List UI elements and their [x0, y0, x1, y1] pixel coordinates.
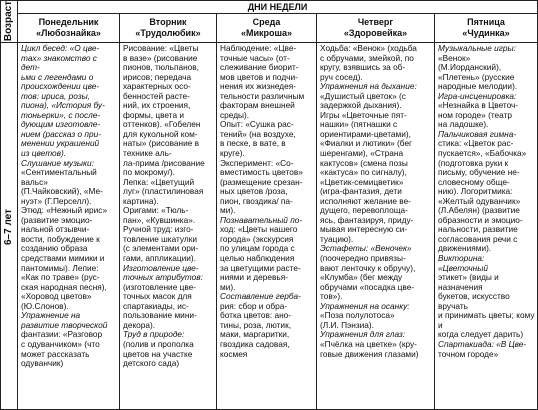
- activity-line: Эксперимент: «Со-: [220, 157, 294, 168]
- activity-line: тений» (на воздухе,: [220, 128, 296, 139]
- activity-line: менении украшений: [21, 138, 100, 149]
- activity-line: письму, обучение не-: [438, 167, 520, 178]
- activity-line: Упражнения для глаз:: [320, 329, 406, 340]
- activity-line: движениями).: [438, 243, 492, 254]
- activity-line: нуэт» (Г.Перселл).: [21, 195, 92, 206]
- wednesday-activities: [217, 43, 316, 409]
- activity-line: (П.Чайковский), «Ме-: [21, 186, 103, 197]
- activity-line: мов цветов и подчи-: [220, 71, 298, 82]
- activity-line: картина).: [123, 195, 159, 206]
- activity-line: Ручной труд: изго-: [123, 224, 194, 235]
- activity-line: Изготовление цве-: [123, 262, 199, 273]
- activity-line: развитие творческой: [21, 319, 108, 330]
- activity-line: оттенков). «Гобелен: [123, 119, 201, 130]
- activity-line: (с элементами ори-: [123, 243, 199, 254]
- activity-line: исполняют желание ве-: [320, 195, 411, 206]
- activity-line: целью наблюдения: [220, 253, 295, 264]
- activity-line: ирисов; передача: [123, 71, 192, 82]
- day-theme: «Здоровейка»: [343, 28, 408, 38]
- day-header-tuesday: [120, 17, 216, 41]
- activity-line: нальной отзывчи-: [21, 224, 90, 235]
- activity-line: тины, роза, лютик,: [220, 319, 292, 330]
- activity-line: пантомимы). Лепие:: [21, 262, 99, 273]
- activity-line: туацию).: [320, 233, 354, 244]
- activity-line: (полив и прополка: [123, 338, 194, 349]
- activity-line: декора).: [123, 319, 156, 330]
- activity-line: бенностей расте-: [123, 90, 190, 101]
- activity-line: по улицам города с: [220, 243, 295, 254]
- activity-line: ном городе» (театр: [438, 109, 513, 120]
- activity-line: народные мелодии).: [438, 81, 518, 92]
- activity-line: Оригами: «Тюль-: [123, 205, 189, 216]
- activity-line: товление шкатулки: [123, 233, 197, 244]
- activity-line: пользование мини-: [123, 310, 197, 321]
- activity-line: стика: «Цветок рас-: [438, 138, 514, 149]
- activity-line: детского сада): [123, 358, 180, 369]
- activity-line: Рисование: «Цветы: [123, 43, 199, 53]
- activity-line: луг» (пластилиновая: [123, 186, 204, 197]
- day-header-friday: [435, 17, 537, 41]
- activity-line: с обручами, змейкой, по: [320, 52, 414, 63]
- activity-line: согласования речи с: [438, 233, 518, 244]
- activity-line: в вазе» (рисование: [123, 52, 198, 63]
- activity-line: когда следует дарить): [438, 329, 524, 340]
- activity-line: ход: «Цветы нашего: [220, 224, 298, 235]
- activity-line: происхождении цве-: [21, 81, 100, 92]
- activity-line: Эстафеты: «Веночек»: [320, 243, 412, 254]
- activity-line: ла-прима /рисование: [123, 157, 205, 168]
- day-theme: «Микроша»: [240, 28, 293, 38]
- activity-line: ний, их строения,: [123, 100, 191, 111]
- activity-line: «Фиалки и лютики» (бег: [320, 138, 413, 149]
- activity-line: тоньерки», с после-: [21, 109, 101, 120]
- activity-line: пан», «Кувшинка».: [123, 214, 196, 225]
- activity-line: (игра-фантазия, дети: [320, 186, 402, 197]
- activity-line: цветов на участке: [123, 348, 193, 359]
- activity-line: наты» (рисование в: [123, 138, 200, 149]
- activity-line: «Как по траве» (рус-: [21, 272, 100, 283]
- activity-line: ботка цветов: ано-: [220, 310, 292, 321]
- activity-line: средствами мимики и: [21, 253, 105, 264]
- activity-line: Этюд: «Нежный ирис»: [21, 205, 108, 216]
- activity-line: круге).: [220, 148, 245, 159]
- header-divider: [17, 13, 538, 14]
- day-header-thursday: [317, 17, 434, 41]
- activity-line: словесному обще-: [438, 176, 510, 187]
- activity-line: тов»).: [320, 291, 343, 302]
- activity-line: Составление герба-: [220, 291, 301, 302]
- activity-line: тов: ириса, розы,: [21, 90, 90, 101]
- activity-line: «Незнайка в Цветоч-: [438, 100, 519, 111]
- activity-line: Слушание музыки:: [21, 157, 94, 168]
- activity-line: (М.Иорданский),: [438, 62, 502, 73]
- activity-line: характерных осо-: [123, 81, 191, 92]
- activity-line: на ладошке).: [438, 119, 489, 130]
- activity-line: «Хоровод цветов»: [21, 291, 92, 302]
- activity-line: образности и эмоцио-: [438, 214, 523, 225]
- activity-line: обручами «посадка цве-: [320, 281, 415, 292]
- activity-line: Цикл бесед: «О цве-: [21, 43, 100, 53]
- activity-line: маки, маргаритки,: [220, 329, 290, 340]
- activity-line: пион, гвоздика/ па-: [220, 195, 293, 206]
- activity-line: точные часы» (от-: [220, 52, 290, 63]
- days-of-week-title: ДНИ НЕДЕЛИ: [247, 2, 308, 12]
- day-theme: «Любознайка»: [36, 28, 101, 38]
- activity-line: Упражнения на осанку:: [320, 300, 410, 311]
- activity-line: нию). Логоритмика:: [438, 186, 513, 197]
- activity-line: этикет» (виды и назначения: [438, 272, 499, 292]
- activity-line: факторам внешней: [220, 100, 295, 111]
- activity-line: и принимать цветы; кому и: [438, 310, 535, 330]
- activity-line: из цветов).: [21, 148, 67, 159]
- day-name: Среда: [252, 17, 281, 27]
- day-name: Вторник: [149, 17, 187, 27]
- activity-line: вости, побуждение к: [21, 233, 100, 244]
- day-header-wednesday: [217, 17, 316, 41]
- activity-line: за цветущими расте-: [220, 262, 301, 273]
- activity-line: в песке, в вате, в: [220, 138, 286, 149]
- activity-line: ми).: [220, 281, 236, 292]
- activity-line: Спартакиада: «В Цве-: [438, 338, 527, 349]
- activity-line: (развитие эмоцио-: [21, 214, 93, 225]
- activity-line: ных цветов /роза,: [220, 186, 288, 197]
- activity-line: Пальчиковая гимна-: [438, 128, 517, 139]
- activity-line: задержкой дыхания).: [320, 100, 402, 111]
- activity-line: вместимость цветов»: [220, 167, 303, 178]
- activity-line: гвоздика садовая,: [220, 338, 290, 349]
- activity-line: с одуванчиком» (что: [21, 338, 100, 349]
- activity-line: кругу, взявшись за об-: [320, 62, 406, 73]
- activity-line: пускается», «Бабочка»: [438, 148, 527, 159]
- activity-line: спартакиады, ис-: [123, 300, 189, 311]
- activity-line: гами, аппликации).: [123, 253, 196, 264]
- activity-line: города» (экскурсия: [220, 233, 294, 244]
- day-header-monday: [18, 17, 119, 41]
- activity-line: пиона), «История бу-: [21, 100, 105, 111]
- activity-line: ориентирами-цветами),: [320, 128, 411, 139]
- activity-line: «Пчёлка на цветке» (кру-: [320, 338, 417, 349]
- activity-line: может рассказать: [21, 348, 90, 359]
- activity-line: Музыкальные игры:: [438, 43, 516, 53]
- activity-line: формы, цвета и: [123, 109, 184, 120]
- activity-line: Лепка: «Цветущий: [123, 176, 195, 187]
- activity-line: говые движения глазами): [320, 348, 419, 359]
- day-name: Пятница: [467, 17, 505, 27]
- activity-line: (подготовка руки к: [438, 157, 509, 168]
- activity-line: для кукольной ком-: [123, 128, 198, 139]
- activity-line: Игры «Цветочные пят-: [320, 109, 407, 120]
- day-theme: «Чудинка»: [462, 28, 510, 38]
- day-name: Четверг: [357, 17, 394, 27]
- activity-line: тельности различным: [220, 90, 305, 101]
- activity-line: Викторина: «Цветочный: [438, 253, 488, 273]
- activity-line: руч сосед).: [320, 71, 363, 82]
- friday-activities: [435, 43, 537, 409]
- activity-line: «Желтый одуванчик»: [438, 195, 521, 206]
- activity-line: вают ленточку к обручу),: [320, 262, 416, 273]
- day-name: Понедельник: [38, 17, 99, 27]
- activity-line: (изготовление цве-: [123, 281, 197, 292]
- activity-line: Познавательный по-: [220, 214, 303, 225]
- day-theme: «Трудолюбик»: [135, 28, 201, 38]
- activity-line: дующим изготовле-: [21, 119, 101, 130]
- activity-line: (размещение срезан-: [220, 176, 303, 187]
- age-group-label: 6–7 лет: [3, 209, 14, 246]
- activity-line: нальности, развитие: [438, 224, 518, 235]
- activity-line: (поочередно привязы-: [320, 253, 406, 264]
- activity-line: пионов, тюльпанов,: [123, 62, 199, 73]
- activity-line: тах» знакомство с дет-: [21, 52, 97, 73]
- activity-line: «Цветик-семицветик»: [320, 176, 404, 187]
- activity-line: «Душистый цветок» (с: [320, 90, 406, 101]
- activity-line: Наблюдение: «Цве-: [220, 43, 297, 53]
- activity-line: дущего, перевоплоща-: [320, 205, 408, 216]
- activity-line: технике аль-: [123, 148, 172, 159]
- activity-line: мывая интересную си-: [320, 224, 408, 235]
- age-column-header: Возраст: [3, 0, 14, 42]
- activity-line: «Клумба» (бег между: [320, 272, 403, 283]
- activity-line: «Поза полулотоса»: [320, 310, 395, 321]
- activity-line: точных атрибутов:: [123, 272, 203, 283]
- activity-line: «кактуса» по сигналу),: [320, 167, 407, 178]
- activity-line: ская народная песня),: [21, 281, 107, 292]
- activity-line: Упражнения на дыхание:: [320, 81, 417, 92]
- activity-line: нашки» (пятнашки с: [320, 119, 398, 130]
- monday-activities: [18, 43, 119, 409]
- activity-line: ясь, фантазируя, приду-: [320, 214, 414, 225]
- activity-line: шеренгами), «Страна: [320, 148, 404, 159]
- activity-line: букетов, искусство вручать: [438, 291, 510, 311]
- activity-line: нения их жизнедея-: [220, 81, 297, 92]
- activity-line: ьми с легендами о: [21, 71, 94, 82]
- activity-line: (Ю.Слонов).: [21, 300, 69, 311]
- activity-line: Ходьба: «Венок» (ходьба: [320, 43, 417, 53]
- activity-line: одуванчик): [21, 358, 64, 369]
- activity-line: вальс»: [21, 176, 48, 187]
- activity-line: кактусов» (смена позы: [320, 157, 408, 168]
- activity-line: по мокрому/).: [123, 167, 175, 178]
- activity-line: Опыт: «Сушка рас-: [220, 119, 294, 130]
- activity-line: (Л.Абелян) (развитие: [438, 205, 520, 216]
- activity-line: (Л.И. Пэнзиа).: [320, 319, 374, 330]
- activity-line: слеживание биорит-: [220, 62, 299, 73]
- activity-line: точном городе»: [438, 348, 499, 359]
- activity-line: точных масок для: [123, 291, 192, 302]
- activity-line: ниями и деревья-: [220, 272, 288, 283]
- activity-line: ми).: [220, 205, 236, 216]
- tuesday-activities: [120, 43, 216, 409]
- activity-line: «Сентиментальный: [21, 167, 97, 178]
- activity-line: Игра-инсценировка:: [438, 90, 517, 101]
- activity-line: нием (рассказ о при-: [21, 128, 101, 139]
- thursday-activities: [317, 43, 434, 409]
- activity-line: Труд в природе:: [123, 329, 185, 340]
- activity-line: «Плетень» (русские: [438, 71, 515, 82]
- activity-line: космея: [220, 348, 248, 359]
- activity-line: созданию образа: [21, 243, 88, 254]
- activity-line: рия: сбор и обра-: [220, 300, 288, 311]
- activity-line: «Венок»: [438, 52, 471, 63]
- activity-line: Упражнение на: [21, 310, 81, 321]
- activity-line: среды).: [220, 109, 250, 120]
- activity-line: фантазии: «Разговор: [21, 329, 103, 340]
